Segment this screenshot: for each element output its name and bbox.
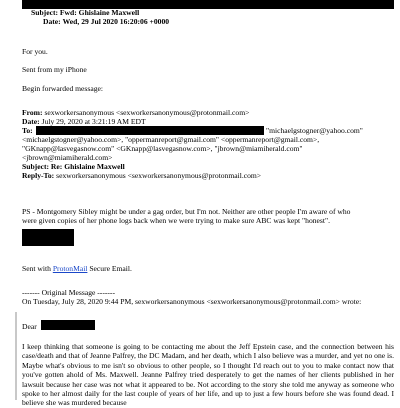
- fwd-to-line3: "GKnapp@lasvegasnow.com" <GKnapp@lasvegasnow.com>, "jbrown@miamiherald.com": [22, 144, 303, 153]
- fwd-to-line4: <jbrown@miamiherald.com>: [22, 153, 113, 162]
- fwd-to-label: To:: [22, 126, 33, 135]
- begin-forwarded-text: Begin forwarded message:: [22, 84, 103, 93]
- fwd-date-value: July 29, 2020 at 3:21:19 AM EDT: [41, 117, 146, 126]
- header-subject-row: [31, 8, 139, 17]
- fwd-from-row: [22, 108, 249, 117]
- original-paragraph: I keep thinking that someone is going to be contacting me about the Jeff Epstein case, and the connection between his case/death and that of Jeanne Palfrey, the DC Madam, and her death, which I also believe was a murder, and yet no one is. Maybe what's obvious to me isn't so obvious to other people, so I thought I'd reach out to you to make contact now that you've gotten ahold of Ms. Maxwell. Jeanne Palfrey tried desperately to get the names of her clients published in her lawsuit because her case was not what it appeared to be. Not according to the story she told me anyway as someone who spoke to her almost daily for the last couple of years of her life, and up to just a few hours before she was found dead. I believe she was murdered because: [22, 342, 394, 408]
- header-date-row: [43, 17, 169, 26]
- original-on-line: On Tuesday, July 28, 2020 9:44 PM, sexworkersanonymous <sexworkersanonymous@protonmail.com> wrote:: [22, 297, 362, 306]
- sent-from-text: Sent from my iPhone: [22, 65, 87, 74]
- signature-suffix: Secure Email.: [87, 264, 132, 273]
- original-divider: ------- Original Message -------: [22, 288, 115, 297]
- redaction-bar-to: [36, 126, 264, 135]
- fwd-subject-value: Re: Ghislaine Maxwell: [50, 162, 125, 171]
- fwd-to-line2: <michaelgstogner@yahoo.com>, "oppermanreport@gmail.com" <oppermanreport@gmail.com>,: [22, 135, 320, 144]
- original-dear: Dear: [22, 322, 37, 331]
- quote-bar: [15, 312, 17, 400]
- fwd-replyto-value: sexworkersanonymous <sexworkersanonymous@protonmail.com>: [56, 171, 262, 180]
- fwd-replyto-row: [22, 171, 261, 180]
- fwd-subject-label: Subject:: [22, 162, 49, 171]
- fwd-replyto-label: Reply-To:: [22, 171, 55, 180]
- header-subject-label: Subject:: [31, 8, 58, 17]
- fwd-date-label: Date:: [22, 117, 40, 126]
- for-you-text: For you.: [22, 47, 48, 56]
- ps-line-2: were given copies of her phone logs back when we were trying to make sure ABC was kept "honest".: [22, 216, 330, 225]
- header-date-value: Wed, 29 Jul 2020 16:20:06 +0000: [62, 17, 170, 26]
- fwd-from-value: sexworkersanonymous <sexworkersanonymous@protonmail.com>: [44, 108, 250, 117]
- signature-prefix: Sent with: [22, 264, 53, 273]
- fwd-to-row: [22, 126, 33, 135]
- fwd-date-row: [22, 117, 146, 126]
- ps-line-1: PS - Montgomery Sibley might be under a gag order, but I'm not. Neither are other people I'm aware of who: [22, 207, 351, 216]
- redaction-bar-dear: [41, 320, 95, 330]
- original-dear-row: [22, 322, 37, 331]
- fwd-to-line1-tail: "michaelgstogner@yahoo.com": [266, 126, 363, 135]
- signature-line: [22, 264, 132, 273]
- redaction-block-signature: [22, 229, 74, 246]
- fwd-subject-row: [22, 162, 125, 171]
- protonmail-link[interactable]: ProtonMail: [52, 264, 88, 273]
- fwd-from-label: From:: [22, 108, 43, 117]
- header-date-label: Date:: [43, 17, 61, 26]
- header-subject-value: Fwd: Ghislaine Maxwell: [59, 8, 140, 17]
